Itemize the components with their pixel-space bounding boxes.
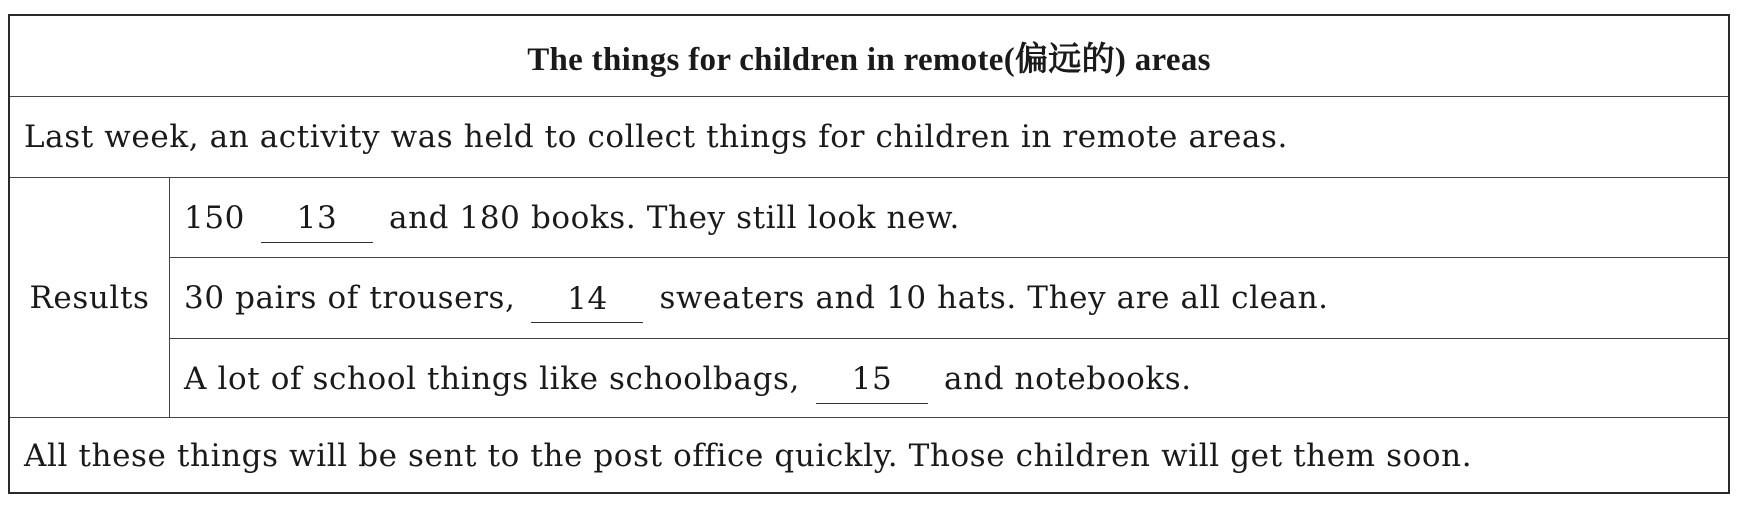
intro-row: [10, 97, 1728, 178]
result-row-text-after: sweaters and 10 hats. They are all clean.: [659, 280, 1329, 316]
result-row-text-before: 150: [184, 199, 245, 236]
results-section: [10, 178, 1728, 418]
notice-table: [8, 14, 1730, 494]
result-row-books: [170, 178, 1728, 258]
result-row-text-before: 30 pairs of trousers,: [184, 280, 516, 316]
result-row-text-after: and 180 books. They still look new.: [388, 199, 960, 236]
intro-text: Last week, an activity was held to collect things for children in remote areas.: [24, 119, 1288, 155]
blank-14: 14: [531, 281, 643, 323]
result-row-text-before: A lot of school things like schoolbags,: [184, 360, 800, 397]
result-row-text-after: and notebooks.: [944, 360, 1192, 397]
table-title: The things for children in remote(偏远的) areas: [527, 41, 1211, 78]
title-row: [10, 16, 1728, 97]
results-rows: [170, 178, 1728, 417]
closing-text: All these things will be sent to the post office quickly. Those children will get them soon.: [24, 438, 1473, 474]
blank-15: 15: [816, 361, 928, 403]
result-row-clothes: [170, 258, 1728, 339]
results-label: Results: [29, 279, 150, 316]
closing-row: [10, 418, 1728, 494]
results-label-cell: [10, 178, 170, 417]
result-row-school-things: [170, 339, 1728, 418]
blank-13: 13: [261, 200, 373, 242]
